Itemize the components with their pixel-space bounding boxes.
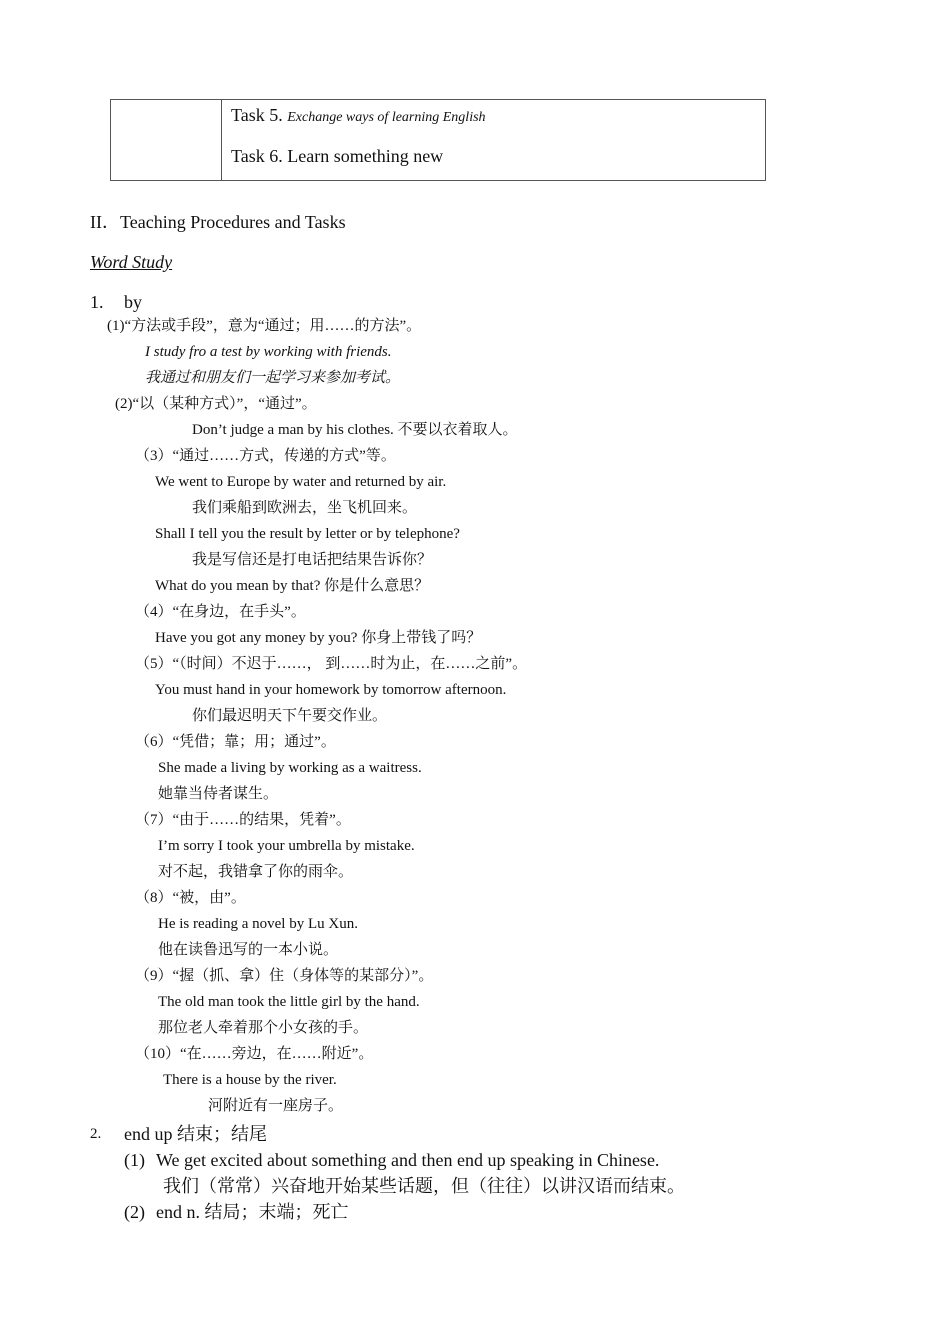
example-line: I study fro a test by working with friends.: [145, 344, 392, 360]
task-table-left-cell: [111, 100, 222, 180]
example-line: I’m sorry I took your umbrella by mistake.: [158, 838, 415, 854]
task-5-title: Exchange ways of learning English: [287, 110, 486, 125]
example-translation: 我们乘船到欧洲去，坐飞机回来。: [192, 500, 418, 516]
item-1-word: by: [124, 292, 142, 312]
task-6-line: Task 6. Learn something new: [231, 146, 444, 166]
section-heading: II．Teaching Procedures and Tasks: [90, 212, 346, 232]
item-2-sub-2-text: end n. 结局；末端；死亡: [156, 1202, 349, 1222]
sense-marker: （8）: [135, 890, 173, 906]
item-2-sub-1-translation: 我们（常常）兴奋地开始某些话题，但（往往）以讲汉语而结束。: [163, 1176, 685, 1196]
item-1-number: 1.: [90, 292, 104, 312]
example-line: The old man took the little girl by the hand.: [158, 994, 420, 1010]
sense-marker: （6）: [135, 734, 173, 750]
example-translation: 我是写信还是打电话把结果告诉你？: [192, 552, 433, 568]
item-2-number: 2.: [90, 1126, 102, 1142]
sense-meaning: “以（某种方式）”，“通过”。: [132, 396, 317, 412]
sense-9-heading: [135, 969, 433, 984]
sense-4-heading: [135, 605, 306, 620]
sense-meaning: “被，由”。: [172, 890, 246, 906]
sense-marker: (1): [107, 318, 125, 334]
example-line: Don’t judge a man by his clothes. 不要以衣着取人。: [192, 422, 518, 438]
example-line: He is reading a novel by Lu Xun.: [158, 916, 358, 932]
sense-marker: （7）: [135, 812, 173, 828]
example-translation: 我通过和朋友们一起学习来参加考试。: [145, 370, 401, 386]
example-line: She made a living by working as a waitress.: [158, 760, 422, 776]
sense-meaning: “凭借；靠；用；通过”。: [172, 734, 336, 750]
sense-1-heading: [107, 319, 421, 334]
sense-meaning: “由于……的结果，凭着”。: [172, 812, 351, 828]
sense-meaning: “方法或手段”，意为“通过；用……的方法”。: [124, 318, 422, 334]
example-translation: 河附近有一座房子。: [208, 1098, 344, 1114]
example-line: We went to Europe by water and returned by air.: [155, 474, 447, 490]
sense-8-heading: [135, 891, 246, 906]
sense-7-heading: [135, 813, 351, 828]
example-line: What do you mean by that? 你是什么意思？: [155, 578, 430, 594]
sense-marker: （3）: [135, 448, 173, 464]
sense-meaning: “在身边，在手头”。: [172, 604, 306, 620]
item-2-sub-2-marker: (2): [124, 1202, 145, 1222]
sense-meaning: “握（抓、拿）住（身体等的某部分）”。: [172, 968, 434, 984]
sense-meaning: “在……旁边，在……附近”。: [180, 1046, 374, 1062]
example-translation: 他在读鲁迅写的一本小说。: [158, 942, 339, 958]
sense-marker: （10）: [135, 1046, 181, 1062]
sense-marker: （4）: [135, 604, 173, 620]
task-5-label: Task 5.: [231, 105, 288, 125]
example-line: You must hand in your homework by tomorrow afternoon.: [155, 682, 507, 698]
example-line: Have you got any money by you? 你身上带钱了吗？: [155, 630, 482, 646]
example-translation: 对不起，我错拿了你的雨伞。: [158, 864, 354, 880]
example-line: Shall I tell you the result by letter or by telephone?: [155, 526, 460, 542]
item-2-sub-1-example: We get excited about something and then end up speaking in Chinese.: [156, 1150, 660, 1170]
sense-5-heading: [135, 657, 527, 672]
item-2-heading: end up 结束；结尾: [124, 1124, 267, 1144]
sense-3-heading: [135, 449, 396, 464]
sense-meaning: “通过……方式，传递的方式”等。: [172, 448, 396, 464]
sense-2-heading: [115, 397, 317, 412]
sense-meaning: “（时间）不迟于……， 到……时为止，在……之前”。: [172, 656, 528, 672]
example-translation: 你们最迟明天下午要交作业。: [192, 708, 388, 724]
sense-marker: （5）: [135, 656, 173, 672]
sense-marker: (2): [115, 396, 133, 412]
example-translation: 她靠当侍者谋生。: [158, 786, 279, 802]
item-2-sub-1-marker: (1): [124, 1150, 145, 1170]
example-translation: 那位老人牵着那个小女孩的手。: [158, 1020, 369, 1036]
task-table: [110, 99, 766, 181]
sense-10-heading: [135, 1047, 373, 1062]
task-5-line: [231, 106, 486, 125]
sense-6-heading: [135, 735, 336, 750]
example-line: There is a house by the river.: [163, 1072, 337, 1088]
sense-marker: （9）: [135, 968, 173, 984]
word-study-subheading: Word Study: [90, 252, 173, 272]
